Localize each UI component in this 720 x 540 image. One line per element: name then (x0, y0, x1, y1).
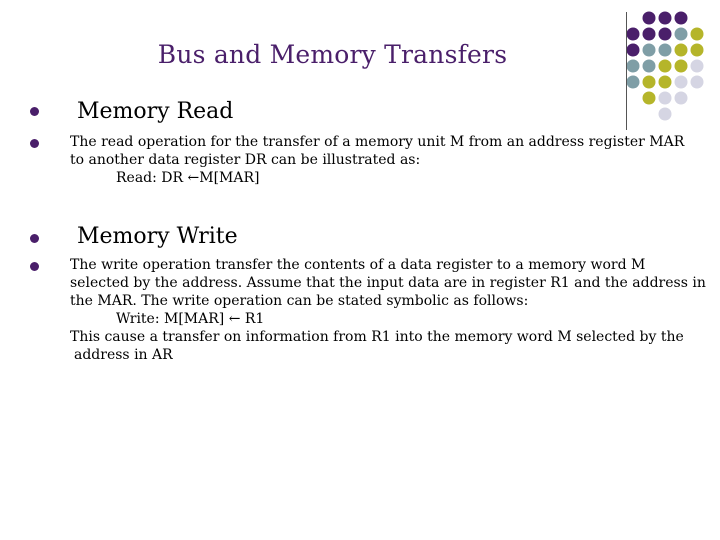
deco-dot (627, 28, 640, 41)
text-line: the MAR. The write operation can be stated symbolic as follows: (70, 293, 529, 309)
deco-dot (659, 28, 672, 41)
deco-dot (691, 60, 704, 73)
text-line: to another data register DR can be illustrated as: (70, 152, 421, 168)
deco-dot (675, 92, 688, 105)
deco-dot (659, 76, 672, 89)
memory-write-description (70, 256, 706, 364)
text-line: selected by the address. Assume that the input data are in register R1 and the address in (70, 275, 706, 291)
write-note-line: This cause a transfer on information from R1 into the memory word M selected by the (70, 329, 684, 345)
bullet-dot-icon (30, 262, 39, 271)
bullet-dot-icon (30, 107, 39, 116)
memory-read-description (70, 133, 685, 187)
memory-read-heading: Memory Read (77, 99, 234, 124)
bullet-dot-icon (30, 234, 39, 243)
deco-dot (643, 92, 656, 105)
deco-dot (675, 12, 688, 25)
vertical-divider (626, 12, 627, 130)
deco-dot (643, 76, 656, 89)
deco-dot (691, 44, 704, 57)
deco-dot (675, 76, 688, 89)
deco-dot (691, 28, 704, 41)
slide-title: Bus and Memory Transfers (157, 40, 508, 69)
read-formula: Read: DR ←M[MAR] (116, 170, 260, 186)
deco-dot (659, 108, 672, 121)
deco-dot (675, 44, 688, 57)
deco-dot (675, 60, 688, 73)
bullet-dot-icon (30, 139, 39, 148)
write-note-line: address in AR (74, 347, 173, 363)
deco-dot (675, 28, 688, 41)
deco-dot (691, 76, 704, 89)
deco-dot (643, 28, 656, 41)
deco-dot (659, 92, 672, 105)
deco-dot (643, 12, 656, 25)
deco-dot (659, 12, 672, 25)
deco-dot (627, 76, 640, 89)
text-line: The write operation transfer the contents of a data register to a memory word M (70, 257, 646, 273)
memory-write-heading: Memory Write (77, 224, 238, 249)
write-formula: Write: M[MAR] ← R1 (116, 311, 265, 327)
text-line: The read operation for the transfer of a memory unit M from an address register MAR (70, 134, 685, 150)
